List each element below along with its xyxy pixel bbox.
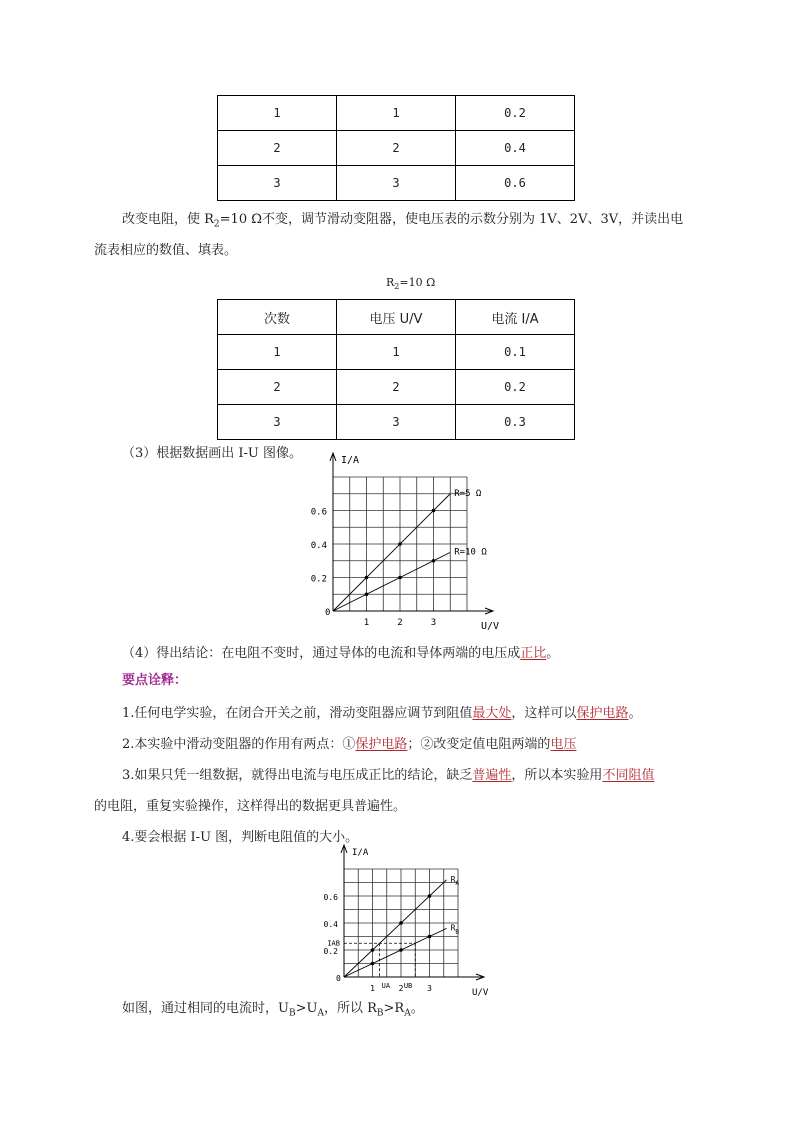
table-cell: 3 — [218, 166, 337, 201]
data-point — [399, 948, 403, 952]
table-cell: 0.2 — [456, 96, 575, 131]
table-cell: 0.4 — [456, 131, 575, 166]
point-3-cont: 的电阻，重复实验操作，这样得出的数据更具普遍性。 — [94, 799, 407, 814]
series-label-sub: B — [455, 928, 460, 936]
table-cell: 1 — [218, 335, 337, 370]
table-row — [218, 370, 575, 405]
series-labels — [454, 489, 487, 558]
point-4: 4.要会根据 I-U 图，判断电阻值的大小。 — [122, 830, 359, 845]
y-tick-label: 0.2 — [310, 574, 327, 585]
table-row — [218, 335, 575, 370]
table-row — [218, 131, 575, 166]
table-cell: 1 — [337, 335, 456, 370]
key-points-heading: 要点诠释： — [122, 673, 188, 688]
answer-underlined: 不同阻值 — [602, 768, 655, 783]
table-cell: 3 — [337, 405, 456, 440]
answer-underlined: 保护电路 — [355, 737, 408, 752]
table-header: 电压 U/V — [337, 300, 456, 335]
table-row — [218, 405, 575, 440]
data-point — [398, 576, 402, 580]
table-row — [218, 166, 575, 201]
table-cell: 2 — [218, 370, 337, 405]
point-2: 2.本实验中滑动变阻器的作用有两点：①保护电路；②改变定值电阻两端的电压 — [122, 737, 577, 752]
table-cell: 1 — [337, 96, 456, 131]
data-table-1 — [217, 95, 575, 201]
data-point — [428, 894, 432, 898]
table-cell: 2 — [337, 131, 456, 166]
x-tick-label: 1 — [363, 618, 370, 628]
x-tick-label: 3 — [430, 618, 437, 628]
paragraph-change-resistance-cont: 流表相应的数值、填表。 — [94, 243, 238, 258]
table-header: 电流 I/A — [456, 300, 575, 335]
table-cell: 0.1 — [456, 335, 575, 370]
series-label: R=10 Ω — [454, 547, 487, 558]
x-tick-label: 1 — [370, 984, 375, 993]
iu-chart-1 — [0, 455, 794, 645]
data-point — [428, 935, 432, 939]
series-label-sub: A — [455, 879, 460, 887]
data-point — [365, 592, 369, 596]
table-cell: 1 — [218, 96, 337, 131]
table-header-row — [218, 300, 575, 335]
y-axis-label: I/A — [352, 848, 369, 858]
data-point — [371, 948, 375, 952]
final-sentence: 如图，通过相同的电流时，$U_B>U_A$，所以 $R_B>R_A$。 — [122, 1001, 424, 1019]
x-axis-label: U/V — [472, 988, 489, 998]
series-lines — [344, 880, 447, 977]
x-tick-label: 2 — [397, 618, 403, 628]
point-3: 3.如果只凭一组数据，就得出电流与电压成正比的结论，缺乏普遍性，所以本实验用不同阻值 — [122, 768, 655, 783]
table-cell: 3 — [337, 166, 456, 201]
table-row — [218, 96, 575, 131]
table-cell: 0.3 — [456, 405, 575, 440]
y-tick-label: 0.4 — [323, 920, 338, 929]
origin-label: 0 — [325, 608, 331, 618]
x-tick-labels — [370, 984, 432, 993]
data-point — [371, 962, 375, 966]
x-tick-label: 3 — [427, 984, 432, 993]
answer-underlined: 普遍性 — [472, 768, 512, 783]
data-point — [399, 921, 403, 925]
data-point — [398, 542, 402, 546]
x-tick-labels — [364, 618, 436, 628]
data-point — [432, 509, 436, 513]
current-iab-label: IAB — [327, 939, 340, 948]
answer-underlined: 正比 — [520, 646, 547, 661]
table-cell: 0.2 — [456, 370, 575, 405]
ua-label: UA — [381, 982, 391, 990]
ub-label: UB — [403, 982, 413, 990]
point-1: 1.任何电学实验，在闭合开关之前，滑动变阻器应调节到阻值最大处，这样可以保护电路。 — [122, 706, 642, 721]
y-tick-label: 0.6 — [310, 507, 327, 518]
iu-chart-2 — [0, 848, 794, 1000]
data-point — [365, 576, 369, 580]
table-cell: 0.6 — [456, 166, 575, 201]
table-cell: 2 — [218, 131, 337, 166]
answer-underlined: 保护电路 — [576, 706, 629, 721]
series-label: $R_B$ — [450, 923, 460, 936]
y-tick-label: 0.4 — [310, 541, 327, 551]
y-tick-labels — [311, 508, 327, 585]
table-cell: 2 — [337, 370, 456, 405]
step-3-text: （3）根据数据画出 I-U 图像。 — [122, 446, 303, 461]
y-tick-label: 0.6 — [323, 893, 338, 902]
series-line — [344, 928, 447, 977]
series-label: R=5 Ω — [454, 488, 482, 499]
step-4-text: （4）得出结论：在电阻不变时，通过导体的电流和导体两端的电压成正比。 — [122, 646, 560, 661]
table-cell: 3 — [218, 405, 337, 440]
x-axis-label: U/V — [481, 621, 500, 632]
paragraph-change-resistance: 改变电阻，使 $R_2=10$ Ω不变，调节滑动变阻器，使电压表的示数分别为 1V、2V、3V，并读出电 — [122, 212, 684, 230]
y-tick-label: 0.2 — [323, 947, 338, 956]
series-line — [344, 880, 447, 977]
x-tick-label: 2 — [398, 984, 404, 993]
answer-underlined: 最大处 — [472, 706, 512, 721]
y-axis-label: I/A — [341, 455, 360, 466]
table-header: 次数 — [218, 300, 337, 335]
answer-underlined: 电压 — [550, 737, 577, 752]
origin-label: 0 — [336, 974, 341, 983]
table-caption: $R_2=10$ Ω — [386, 276, 436, 292]
series-label: $R_A$ — [450, 874, 460, 887]
data-point — [432, 559, 436, 563]
data-table-2 — [217, 299, 575, 440]
